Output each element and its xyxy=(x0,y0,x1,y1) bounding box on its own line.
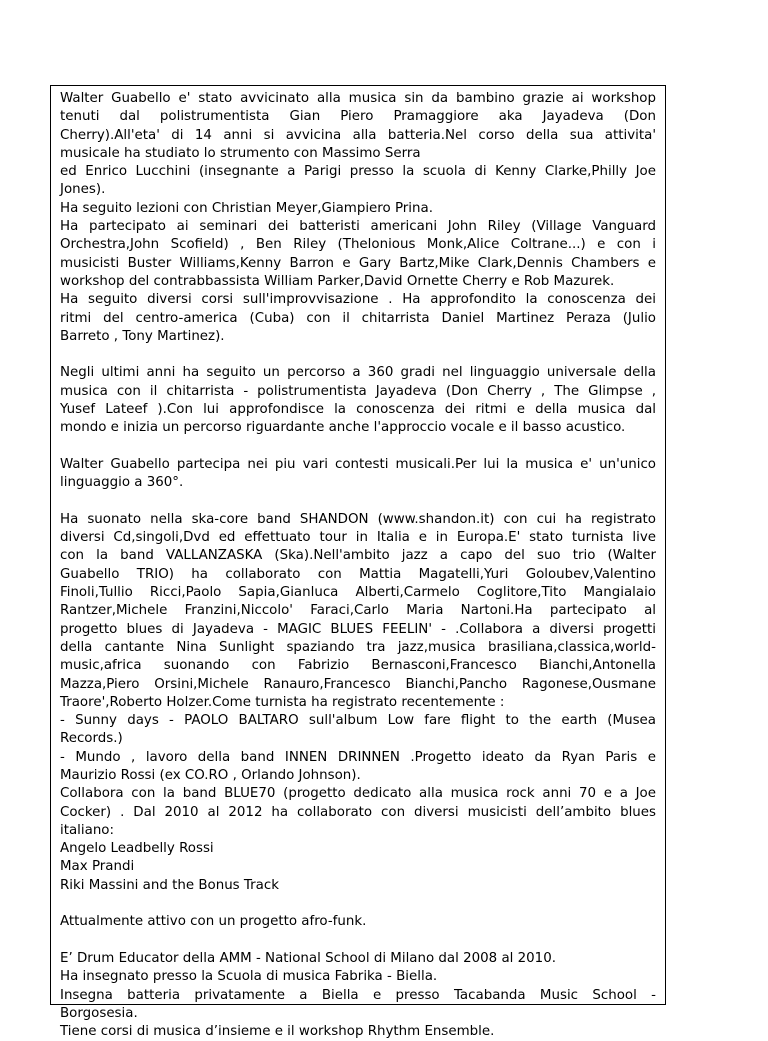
text-line: musicale ha studiato lo strumento con Massimo Serra xyxy=(60,145,421,161)
text-line: diversi Cd,singoli,Dvd ed effettuato tour in Italia e in Europa.E' stato turnista live xyxy=(60,530,656,546)
text-line: musica con il chitarrista - polistrumentista Jayadeva (Don Cherry , The Glimpse , xyxy=(60,383,656,399)
paragraph xyxy=(60,950,656,1041)
text-line: Riki Massini and the Bonus Track xyxy=(60,877,279,893)
text-line: Walter Guabello e' stato avvicinato alla musica sin da bambino grazie ai workshop xyxy=(60,91,656,106)
text-line: mondo e inizia un percorso riguardante anche l'approccio vocale e il basso acustico. xyxy=(60,420,626,436)
text-line: Finoli,Tullio Ricci,Paolo Sapia,Gianluca Alberti,Carmelo Coglitore,Tito Mangialaio xyxy=(60,585,656,601)
text-line: - Sunny days - PAOLO BALTARO sull'album Low fare flight to the earth (Musea xyxy=(60,713,656,729)
text-line: musicisti Buster Williams,Kenny Barron e Gary Bartz,Mike Clark,Dennis Chambers e xyxy=(60,255,656,271)
text-line: Walter Guabello partecipa nei piu vari contesti musicali.Per lui la musica e' un'unico xyxy=(60,456,656,472)
paragraph xyxy=(60,913,656,931)
text-line: Borgosesia. xyxy=(60,1005,138,1021)
text-line: Insegna batteria privatamente a Biella e presso Tacabanda Music School - xyxy=(60,987,656,1003)
text-line: Rantzer,Michele Franzini,Niccolo' Faraci,Carlo Maria Nartoni.Ha partecipato al xyxy=(60,603,656,619)
text-line: music,africa suonando con Fabrizio Bernasconi,Francesco Bianchi,Antonella xyxy=(60,658,656,674)
text-line: Guabello TRIO) ha collaborato con Mattia Magatelli,Yuri Goloubev,Valentino xyxy=(60,566,656,582)
text-line: Ha insegnato presso la Scuola di musica Fabrika - Biella. xyxy=(60,969,438,985)
text-line: Traore',Roberto Holzer.Come turnista ha registrato recentemente : xyxy=(60,694,505,710)
text-line: Ha seguito lezioni con Christian Meyer,Giampiero Prina. xyxy=(60,200,433,216)
text-line: Ha partecipato ai seminari dei batteristi americani John Riley (Village Vanguard xyxy=(60,219,656,235)
text-line: Cocker) . Dal 2010 al 2012 ha collaborato con diversi musicisti dell’ambito blues xyxy=(60,804,656,820)
text-box xyxy=(50,85,666,1040)
text-line: E’ Drum Educator della AMM - National School di Milano dal 2008 al 2010. xyxy=(60,950,556,966)
text-line: con la band VALLANZASKA (Ska).Nell'ambito jazz a capo del suo trio (Walter xyxy=(60,548,656,564)
text-line: Tiene corsi di musica d’insieme e il workshop Rhythm Ensemble. xyxy=(60,1024,495,1040)
text-line: Max Prandi xyxy=(60,859,135,875)
text-line: Jones). xyxy=(60,182,106,198)
text-line: Cherry).All'eta' di 14 anni si avvicina alla batteria.Nel corso della sua attivita' xyxy=(60,127,656,143)
text-line: italiano: xyxy=(60,822,115,838)
text-line: Ha seguito diversi corsi sull'improvvisazione . Ha approfondito la conoscenza dei xyxy=(60,292,656,308)
text-line: Negli ultimi anni ha seguito un percorso a 360 gradi nel linguaggio universale della xyxy=(60,365,656,381)
paragraph xyxy=(60,511,656,895)
text-line: ritmi del centro-america (Cuba) con il chitarrista Daniel Martinez Peraza (Julio xyxy=(60,310,656,326)
paragraph xyxy=(60,364,656,437)
text-line: Orchestra,John Scofield) , Ben Riley (Thelonious Monk,Alice Coltrane...) e con i xyxy=(60,237,656,253)
text-line: tenuti dal polistrumentista Gian Piero Pramaggiore aka Jayadeva (Don xyxy=(60,109,656,125)
paragraph xyxy=(60,90,656,346)
text-line: progetto blues di Jayadeva - MAGIC BLUES FEELIN' - .Collabora a diversi progetti xyxy=(60,621,656,637)
text-line: - Mundo , lavoro della band INNEN DRINNEN .Progetto ideato da Ryan Paris e xyxy=(60,749,656,765)
text-line: workshop del contrabbassista William Parker,David Ornette Cherry e Rob Mazurek. xyxy=(60,273,615,289)
text-line: Attualmente attivo con un progetto afro-funk. xyxy=(60,914,367,930)
text-line: ed Enrico Lucchini (insegnante a Parigi presso la scuola di Kenny Clarke,Philly Joe xyxy=(60,164,656,180)
text-line: Ha suonato nella ska-core band SHANDON (www.shandon.it) con cui ha registrato xyxy=(60,511,656,527)
text-line: Records.) xyxy=(60,731,123,747)
text-line: Yusef Lateef ).Con lui approfondisce la conoscenza dei ritmi e della musica dal xyxy=(60,402,656,418)
text-line: Angelo Leadbelly Rossi xyxy=(60,841,214,857)
text-line: Collabora con la band BLUE70 (progetto dedicato alla musica rock anni 70 e a Joe xyxy=(60,786,656,802)
text-line: Mazza,Piero Orsini,Michele Ranauro,Francesco Bianchi,Pancho Ragonese,Ousmane xyxy=(60,676,656,692)
text-line: della cantante Nina Sunlight spaziando tra jazz,musica brasiliana,classica,world- xyxy=(60,639,656,655)
text-line: linguaggio a 360°. xyxy=(60,475,184,491)
text-line: Maurizio Rossi (ex CO.RO , Orlando Johnson). xyxy=(60,767,361,783)
text-line: Barreto , Tony Martinez). xyxy=(60,328,225,344)
paragraph xyxy=(60,456,656,493)
